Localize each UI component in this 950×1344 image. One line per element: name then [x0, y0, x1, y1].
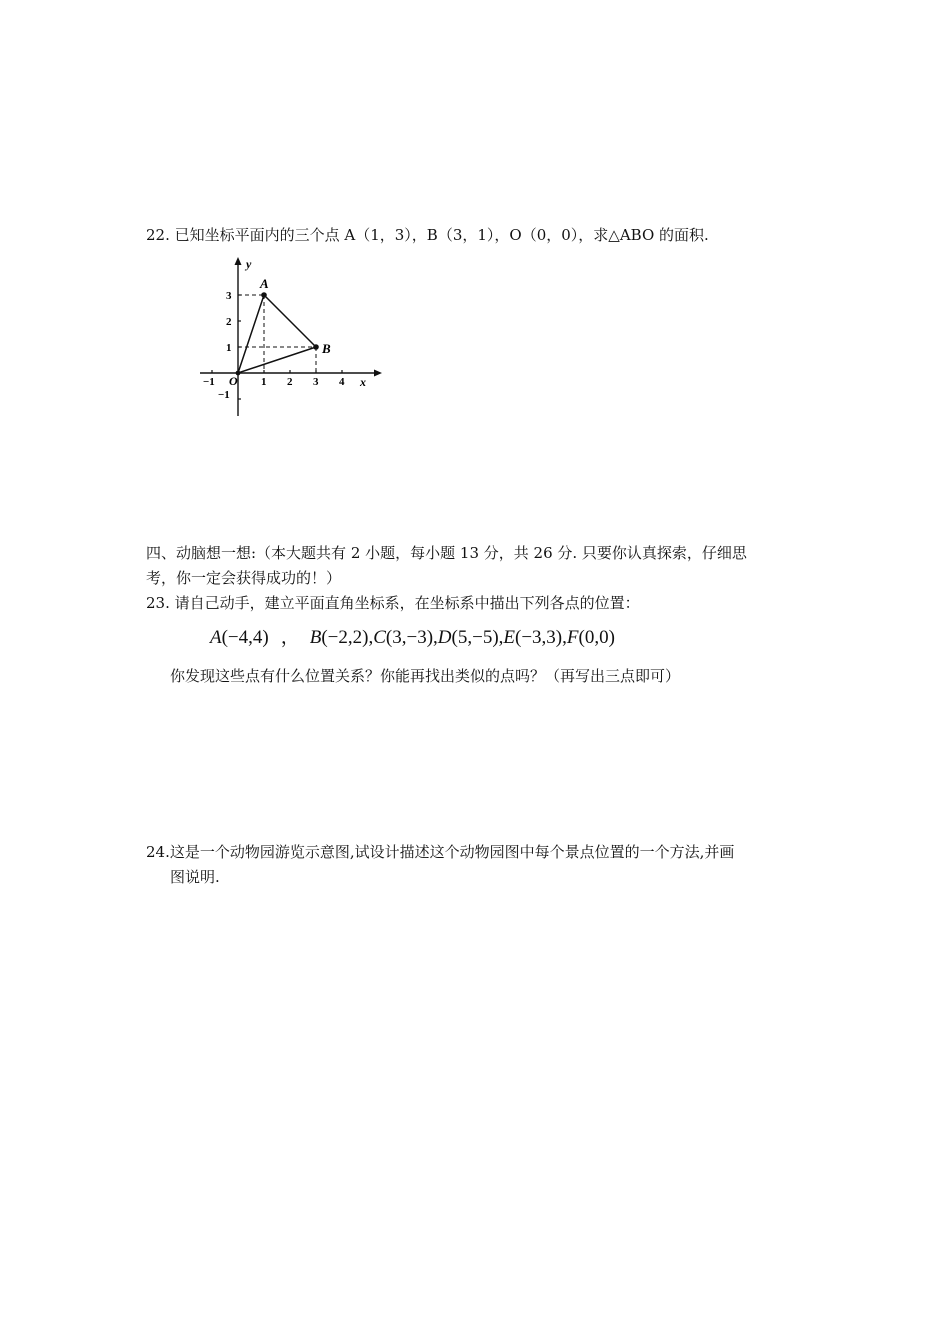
- y-axis-arrow: [235, 257, 242, 265]
- point-coords: (−3,3): [515, 627, 563, 648]
- point-a-dot: [261, 292, 267, 298]
- point-b-label: B: [322, 341, 331, 356]
- point-coords: (−2,2): [321, 627, 369, 648]
- origin-label: O: [229, 374, 238, 388]
- triangle-abo: [238, 295, 316, 373]
- question-23-question: 你发现这些点有什么位置关系？你能再找出类似的点吗？（再写出三点即可）: [170, 667, 681, 685]
- x-tick-label: 4: [339, 376, 345, 388]
- point-name: A: [210, 627, 222, 648]
- question-24-text-continued: 图说明.: [170, 868, 220, 886]
- x-tick-label: 1: [261, 376, 267, 388]
- point-coords: (5,−5): [451, 627, 499, 648]
- separator: ,: [498, 627, 504, 648]
- y-tick-label: 2: [226, 316, 232, 328]
- y-axis-label: y: [246, 257, 252, 271]
- x-axis-label: x: [360, 375, 366, 389]
- x-tick-label: 3: [313, 376, 319, 388]
- separator: ,: [368, 627, 374, 648]
- question-24-text: 24.这是一个动物园游览示意图,试设计描述这个动物园图中每个景点位置的一个方法,并画: [146, 843, 735, 861]
- dashed-guides: [238, 295, 316, 373]
- x-axis-arrow: [374, 370, 382, 377]
- point-name: C: [373, 627, 386, 648]
- x-tick-label: −1: [203, 376, 215, 388]
- point-a-label: A: [260, 276, 269, 291]
- point-b-dot: [313, 344, 319, 350]
- question-23-prompt: 23. 请自己动手，建立平面直角坐标系，在坐标系中描出下列各点的位置：: [146, 594, 640, 612]
- point-name: D: [437, 627, 452, 648]
- x-tick-label: 2: [287, 376, 293, 388]
- coordinate-plane-svg: [196, 252, 386, 418]
- question-22-text: 22. 已知坐标平面内的三个点 A（1，3），B（3，1），O（0，0），求△ABO 的面积.: [146, 226, 709, 244]
- y-tick-label: −1: [218, 389, 230, 401]
- separator: ，: [280, 627, 300, 648]
- coordinate-figure: [196, 252, 386, 422]
- point-name: E: [503, 627, 516, 648]
- separator: ,: [433, 627, 438, 648]
- point-name: F: [566, 627, 579, 648]
- point-coords: (0,0): [578, 627, 615, 648]
- y-tick-label: 1: [226, 342, 232, 354]
- y-tick-label: 3: [226, 290, 232, 302]
- separator: ,: [562, 627, 567, 648]
- section-4-heading: 四、动脑想一想:（本大题共有 2 小题，每小题 13 分，共 26 分. 只要你认真探索，仔细思: [146, 544, 747, 562]
- point-list: [210, 626, 615, 650]
- section-4-heading-continued: 考，你一定会获得成功的！）: [146, 569, 342, 587]
- point-coords: (3,−3): [385, 627, 434, 648]
- point-name: B: [309, 627, 322, 648]
- point-coords: (−4,4): [221, 627, 269, 648]
